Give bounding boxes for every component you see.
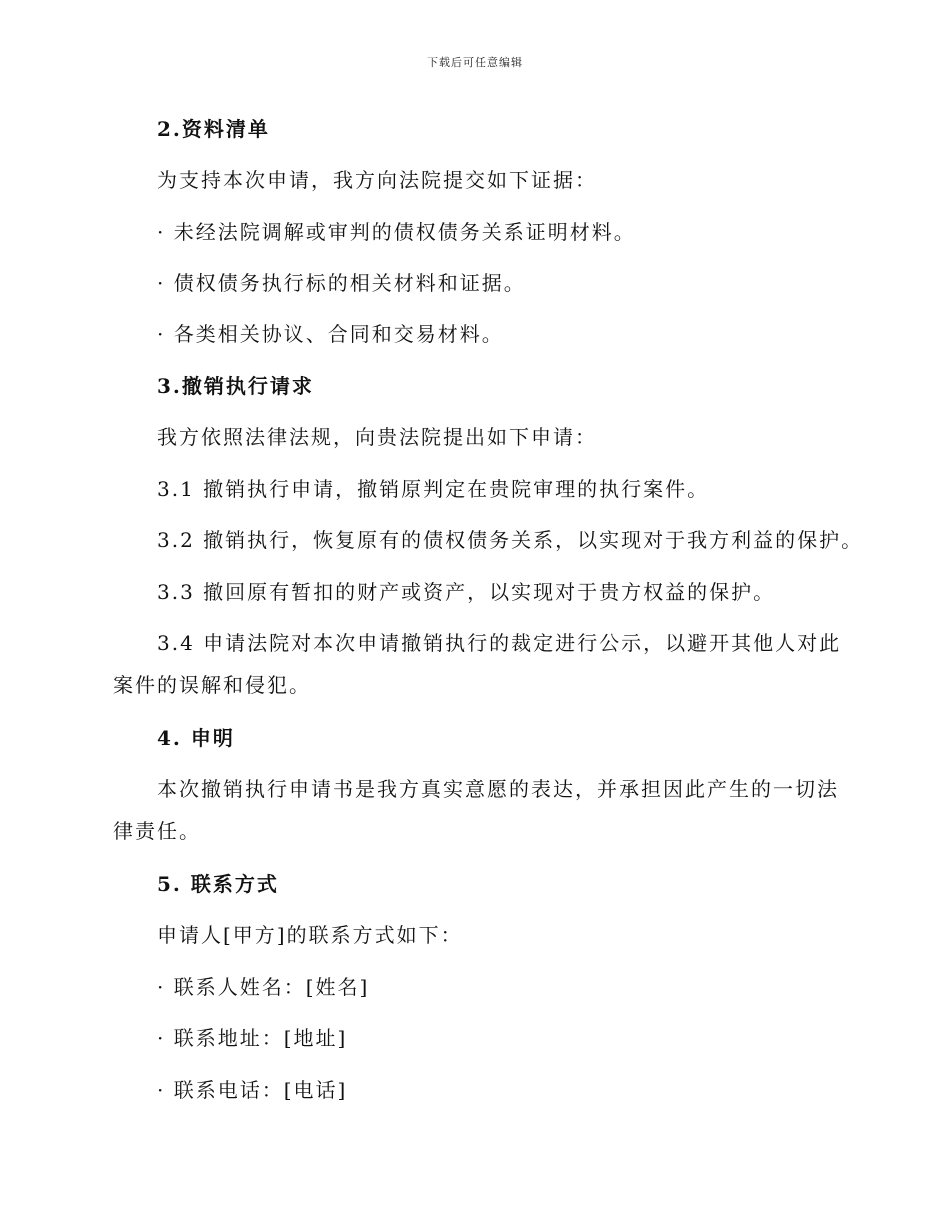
section-5-heading: 5. 联系方式 xyxy=(157,872,279,896)
page-header-note: 下载后可任意编辑 xyxy=(427,56,523,69)
section-2-intro: 为支持本次申请，我方向法院提交如下证据： xyxy=(157,168,597,192)
contact-name: · 联系人姓名：[姓名] xyxy=(157,975,370,999)
section-3-intro: 我方依照法律法规，向贵法院提出如下申请： xyxy=(157,425,597,449)
section-3-item: 3.2 撤销执行，恢复原有的债权债务关系，以实现对于我方利益的保护。 xyxy=(157,528,864,552)
section-3-item: 3.1 撤销执行申请，撤销原判定在贵院审理的执行案件。 xyxy=(157,477,710,501)
section-4-heading: 4. 申明 xyxy=(157,726,235,750)
section-4-body: 本次撤销执行申请书是我方真实意愿的表达，并承担因此产生的一切法律责任。 xyxy=(113,777,839,843)
contact-address: · 联系地址：[地址] xyxy=(157,1026,348,1050)
section-3-item: 3.4 申请法院对本次申请撤销执行的裁定进行公示，以避开其他人对此案件的误解和侵犯。 xyxy=(113,631,842,697)
section-2-item: · 未经法院调解或审判的债权债务关系证明材料。 xyxy=(157,220,636,244)
section-2-item: · 各类相关协议、合同和交易材料。 xyxy=(157,322,504,346)
section-2-item: · 债权债务执行标的相关材料和证据。 xyxy=(157,271,526,295)
section-3-heading: 3.撤销执行请求 xyxy=(157,374,314,398)
section-3-item: 3.3 撤回原有暂扣的财产或资产，以实现对于贵方权益的保护。 xyxy=(157,580,776,604)
section-2-heading: 2.资料清单 xyxy=(157,117,270,141)
contact-phone: · 联系电话：[电话] xyxy=(157,1078,348,1102)
section-5-intro: 申请人[甲方]的联系方式如下： xyxy=(157,923,463,947)
